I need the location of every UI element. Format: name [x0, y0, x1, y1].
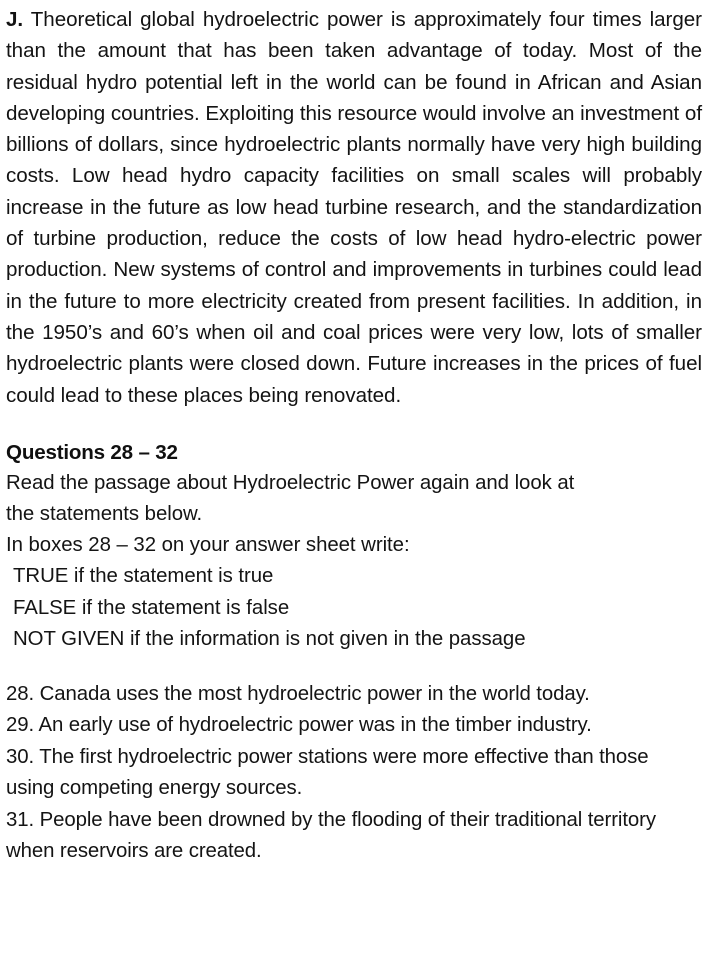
questions-heading: Questions 28 – 32 [6, 440, 178, 464]
instruction-line-3: In boxes 28 – 32 on your answer sheet write: [6, 534, 410, 557]
answer-key-true: TRUE if the statement is true [13, 565, 274, 588]
answer-key-not-given: NOT GIVEN if the information is not given in the passage [13, 627, 526, 650]
page-content [6, 4, 702, 868]
statements-block [6, 679, 702, 867]
answer-key-false: FALSE if the statement is false [13, 596, 290, 619]
statement-30: 30. The first hydroelectric power stations were more effective than those using competing energy sources. [6, 745, 649, 800]
instructions-block [6, 468, 678, 655]
instruction-line-2: the statements below. [6, 503, 203, 526]
statement-31: 31. People have been drowned by the flooding of their traditional territory when reservoirs are created. [6, 808, 656, 863]
passage-paragraph-j [6, 4, 702, 411]
statement-28: 28. Canada uses the most hydroelectric power in the world today. [6, 683, 590, 706]
statement-29: 29. An early use of hydroelectric power was in the timber industry. [6, 714, 592, 737]
paragraph-label: J. [6, 8, 24, 31]
passage-body-text: Theoretical global hydroelectric power is approximately four times larger than the amount that has been taken advantage of today. Most of the residual hydro potential left in the world can be found in African and Asian developing countries. Exploiting this resource would involve an investment of billions of dollars, since hydroelectric plants normally have very high building costs. Low head hydro capacity facilities on small scales will probably increase in the future as low head turbine research, and the standardization of turbine production, reduce the costs of low head hydro-electric power production. New systems of control and improvements in turbines could lead in the future to more electricity created from present facilities. In addition, in the 1950’s and 60’s when oil and coal prices were very low, lots of smaller hydroelectric plants were closed down. Future increases in the prices of fuel could lead to these places being renovated. [6, 8, 702, 407]
spacer-before-questions-heading [6, 411, 702, 438]
instruction-line-1: Read the passage about Hydroelectric Power again and look at [6, 471, 575, 494]
spacer-before-statements [6, 655, 702, 679]
